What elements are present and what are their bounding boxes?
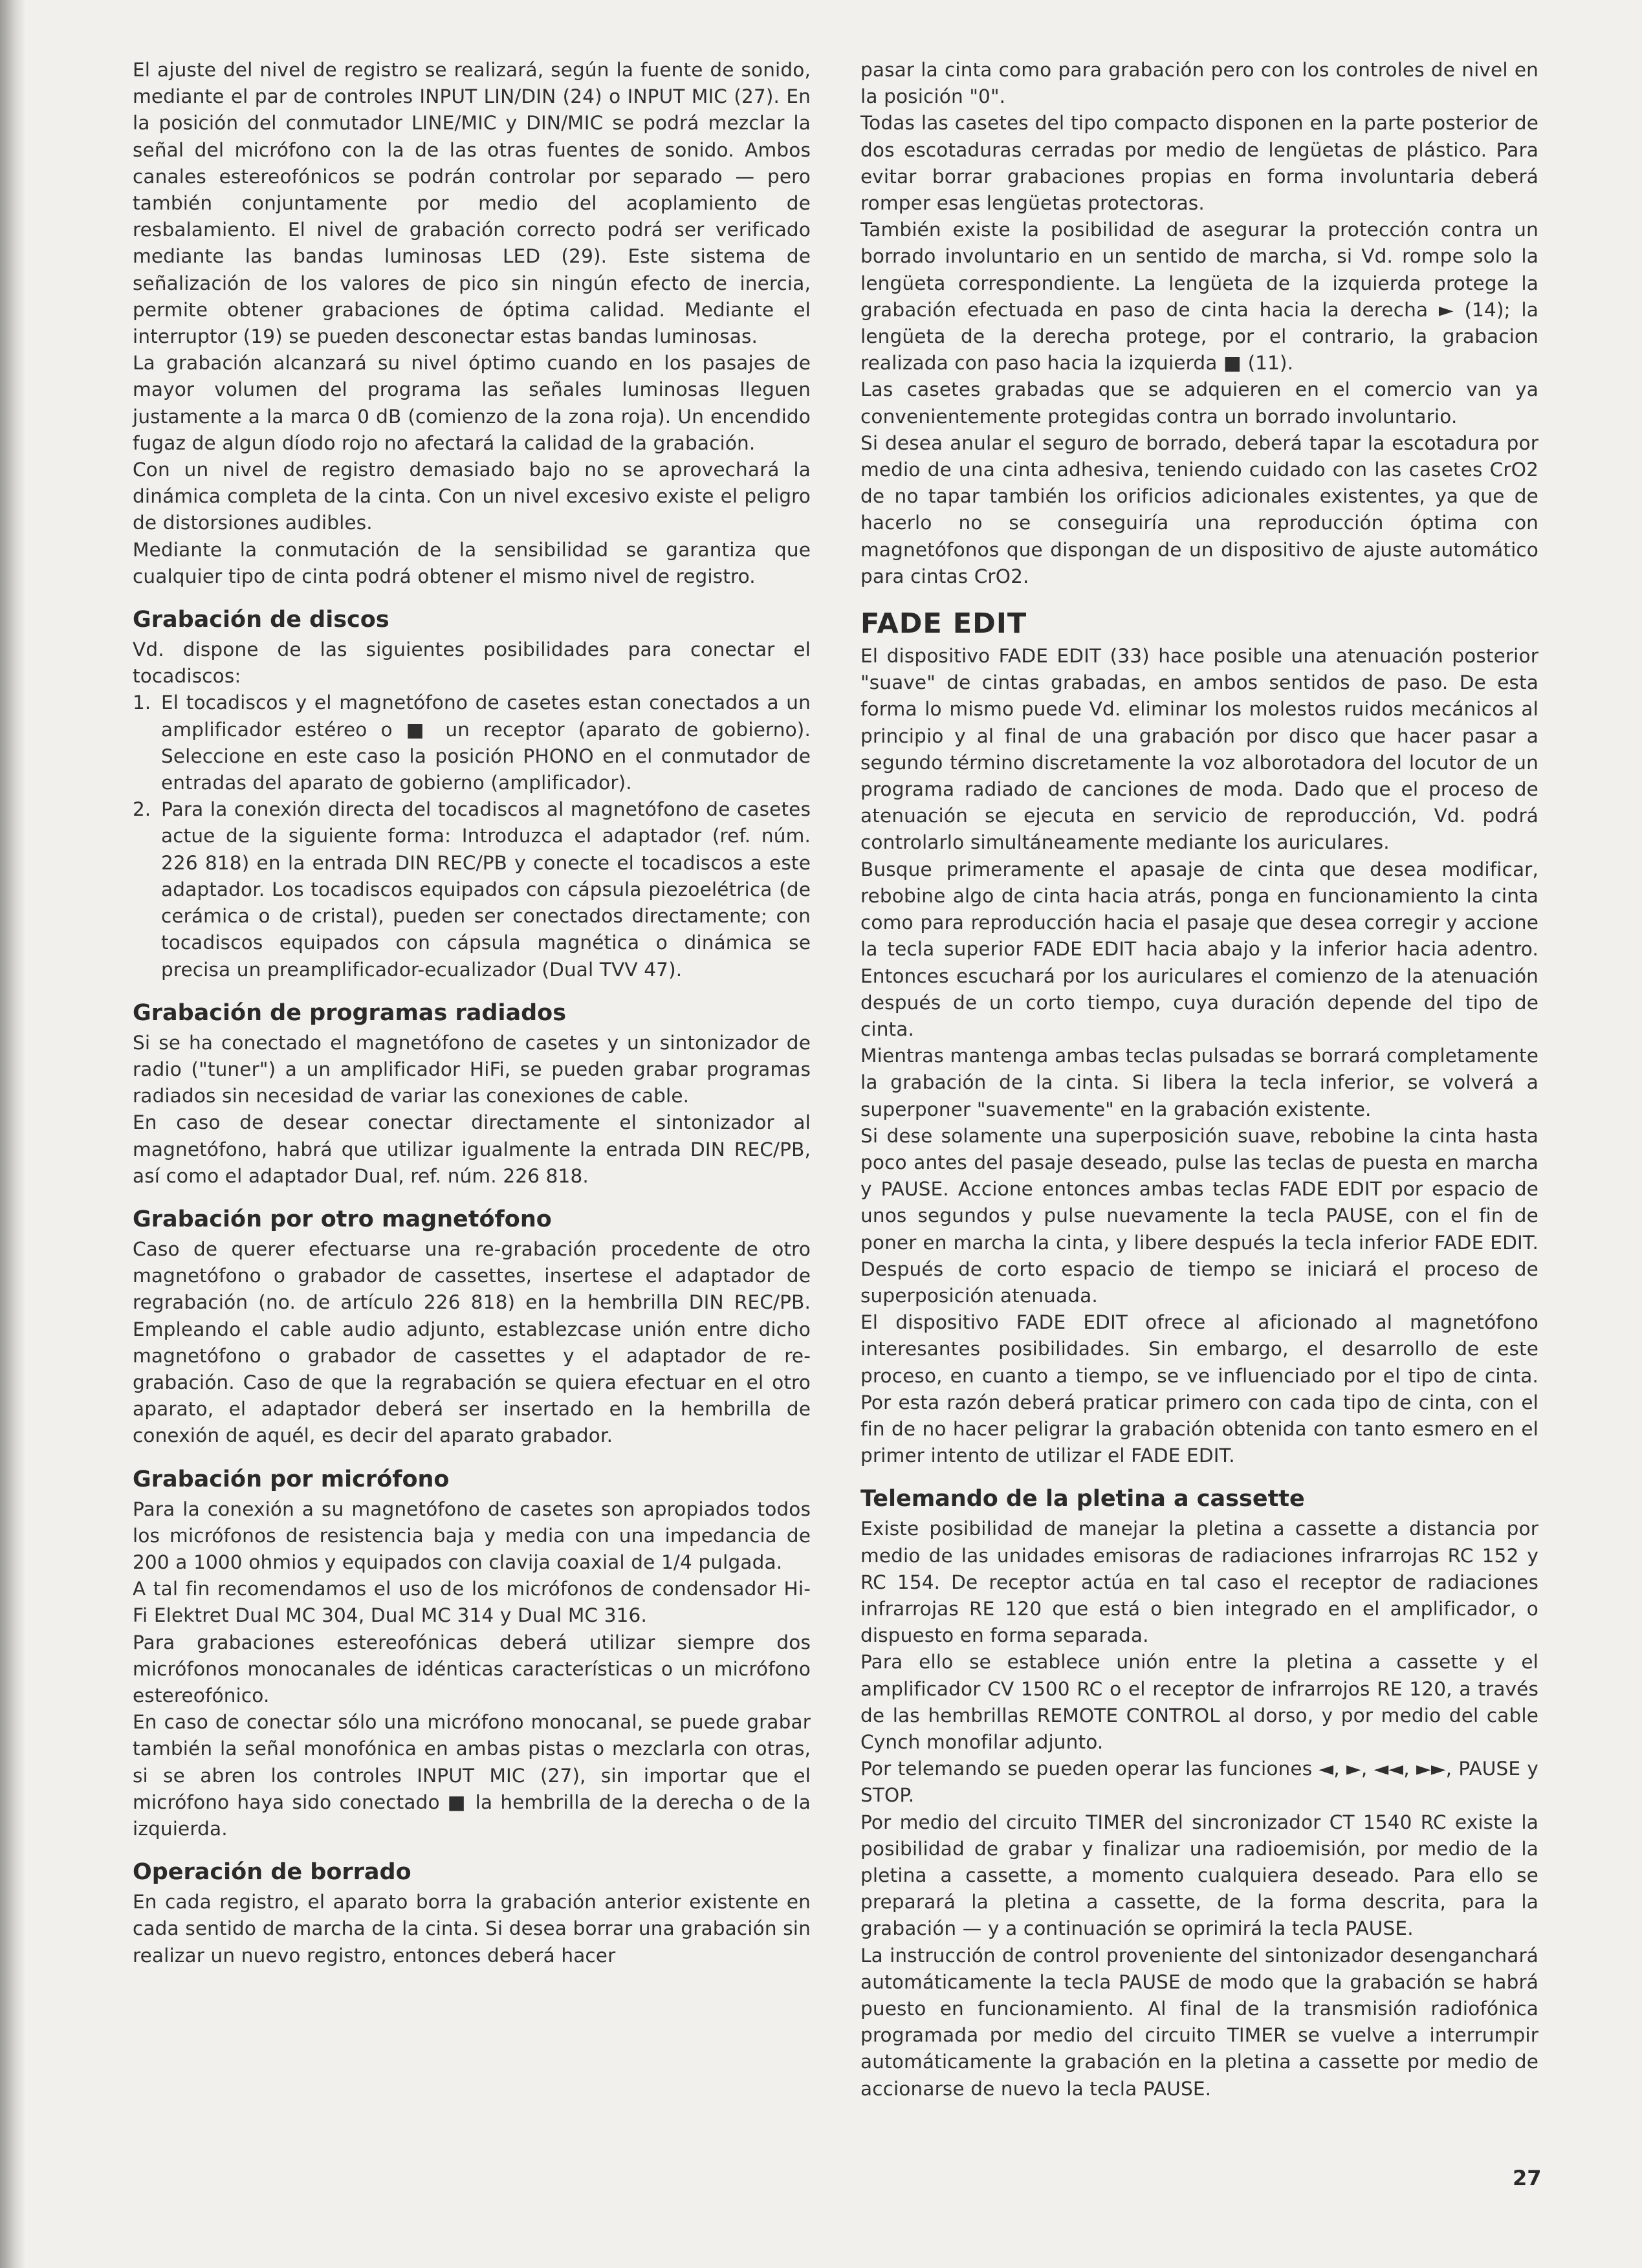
paragraph: Las casetes grabadas que se adquieren en el comercio van ya convenientemente protegidas contra un borrado involuntario. bbox=[860, 378, 1538, 428]
paragraph: pasar la cinta como para grabación pero con los controles de nivel en la posición "0". bbox=[860, 59, 1538, 108]
paragraph: Mientras mantenga ambas teclas pulsadas se borrará completamente la grabación de la cinta. Si libera la tecla inferior, se volverá a superponer "suavemente" en la grabación existente. bbox=[860, 1045, 1538, 1120]
right-column bbox=[860, 57, 1538, 2102]
left-column bbox=[133, 57, 811, 1969]
section-heading-operacion-borrado: Operación de borrado bbox=[133, 1859, 411, 1886]
section-heading-microfono: Grabación por micrófono bbox=[133, 1466, 450, 1492]
page-number: 27 bbox=[1513, 2166, 1542, 2190]
paragraph: Busque primeramente el apasaje de cinta que desea modificar, rebobine algo de cinta hacia atrás, ponga en funcionamiento la cinta como para reproducción hacia el pasaje que desea corregir y accione la tecla superior FADE EDIT hacia abajo y la inferior hacia adentro. Entonces escuchará por los auriculares el comienzo de la atenuación después de un corto tiempo, cuya duración depende del tipo de cinta. bbox=[860, 858, 1538, 1040]
paragraph: La grabación alcanzará su nivel óptimo cuando en los pasajes de mayor volumen del programa las señales luminosas lleguen justamente a la marca 0 dB (comienzo de la zona roja). Un encendido fugaz de algun díodo rojo no afectará la calidad de la grabación. bbox=[133, 352, 811, 454]
paragraph: En caso de desear conectar directamente el sintonizador al magnetófono, habrá que utilizar igualmente la entrada DIN REC/PB, así como el adaptador Dual, ref. núm. 226 818. bbox=[133, 1111, 811, 1187]
paragraph: El dispositivo FADE EDIT ofrece al aficionado al magnetófono interesantes posibilidades. Sin embargo, el desarrollo de este proceso, en cuanto a tiempo, se ve influenciado por el tipo de cinta. Por esta razón deberá praticar primero con cada tipo de cinta, con el fin de no hacer peligrar la grabación obtenida con tanto esmero en el primer intento de utilizar el FADE EDIT. bbox=[860, 1311, 1538, 1467]
list-item bbox=[133, 796, 811, 983]
list-item bbox=[133, 690, 811, 796]
paragraph: En caso de conectar sólo una micrófono monocanal, se puede grabar también la señal monofónica en ambas pistas o mezclarla con otras, si se abren los controles INPUT MIC (27), sin importar que el micrófono haya sido conectado ■ la hembrilla de la derecha o de la izquierda. bbox=[133, 1711, 811, 1840]
paragraph: En cada registro, el aparato borra la grabación anterior existente en cada sentido de marcha de la cinta. Si desea borrar una grabación sin realizar un nuevo registro, entonces deberá hacer bbox=[133, 1891, 811, 1967]
paragraph: El ajuste del nivel de registro se realizará, según la fuente de sonido, mediante el par de controles INPUT LIN/DIN (24) o INPUT MIC (27). En la posición del conmutador LINE/MIC y DIN/MIC se podrá mezclar la señal del micrófono con la de las otras fuentes de sonido. Ambos canales estereofónicos se podrán controlar por separado — pero también conjuntamente por medio del acoplamiento de resbalamiento. El nivel de grabación correcto podrá ser verificado mediante las bandas luminosas LED (29). Este sistema de señalización de los valores de pico sin ningún efecto de inercia, permite obtener grabaciones de óptima calidad. Mediante el interruptor (19) se pueden desconectar estas bandas luminosas. bbox=[133, 59, 811, 348]
paragraph: Vd. dispone de las siguientes posibilidades para conectar el tocadiscos: bbox=[133, 638, 811, 688]
list-number: 2. bbox=[133, 798, 151, 821]
paragraph: Caso de querer efectuarse una re-grabación procedente de otro magnetófono o grabador de cassettes, insertese el adaptador de regrabación (no. de artículo 226 818) en la hembrilla DIN REC/PB. Empleando el cable audio adjunto, establezcase unión entre dicho magnetófono o grabador de cassettes y el adaptador de re-grabación. Caso de que la regrabación se quiera efectuar en el otro aparato, el adaptador deberá ser insertado en la hembrilla de conexión de aquél, es decir del aparato grabador. bbox=[133, 1238, 811, 1447]
section-heading-fade-edit: FADE EDIT bbox=[860, 607, 1027, 640]
paragraph: Con un nivel de registro demasiado bajo no se aprovechará la dinámica completa de la cinta. Con un nivel excesivo existe el peligro de distorsiones audibles. bbox=[133, 459, 811, 534]
paragraph: La instrucción de control proveniente del sintonizador desenganchará automáticamente la tecla PAUSE de modo que la grabación se habrá puesto en funcionamiento. Al final de la transmisión radiofónica programada por medio del circuito TIMER se vuelve a interrumpir automáticamente la grabación en la pletina a cassette por medio de accionarse de nuevo la tecla PAUSE. bbox=[860, 1944, 1538, 2100]
paragraph: Por medio del circuito TIMER del sincronizador CT 1540 RC existe la posibilidad de grabar y finalizar una radioemisión, por medio de la pletina a cassette, a momento cualquiera deseado. Para ello se preparará la pletina a cassette, de la forma descrita, para la grabación — y a continuación se oprimirá la tecla PAUSE. bbox=[860, 1811, 1538, 1940]
paragraph: Existe posibilidad de manejar la pletina a cassette a distancia por medio de las unidades emisoras de radiaciones infrarrojas RC 152 y RC 154. De receptor actúa en tal caso el receptor de radiaciones infrarrojas RE 120 que está o bien integrado en el amplificador, o dispuesto en forma separada. bbox=[860, 1518, 1538, 1647]
section-heading-telemando: Telemando de la pletina a cassette bbox=[860, 1486, 1305, 1512]
paragraph: Todas las casetes del tipo compacto disponen en la parte posterior de dos escotaduras cerradas por medio de lengüetas de plástico. Para evitar borrar grabaciones propias en forma involuntaria deberá romper esas lengüetas protectoras. bbox=[860, 112, 1538, 215]
section-heading-otro-magnetofono: Grabación por otro magnetófono bbox=[133, 1206, 552, 1232]
list-number: 1. bbox=[133, 692, 151, 714]
paragraph: Si se ha conectado el magnetófono de casetes y un sintonizador de radio ("tuner") a un amplificador HiFi, se pueden grabar programas radiados sin necesidad de variar las conexiones de cable. bbox=[133, 1031, 811, 1107]
section-heading-grabacion-discos: Grabación de discos bbox=[133, 607, 389, 633]
list-item-text: El tocadiscos y el magnetófono de casetes estan conectados a un amplificador estéreo o ■ un receptor (aparato de gobierno). Seleccione en este caso la posición PHONO en el conmutador de entradas del aparato de gobierno (amplificador). bbox=[161, 692, 811, 794]
paragraph: Para la conexión a su magnetófono de casetes son apropiados todos los micrófonos de resistencia baja y media con una impedancia de 200 a 1000 ohmios y equipados con clavija coaxial de 1/4 pulgada. bbox=[133, 1498, 811, 1573]
paragraph: Para grabaciones estereofónicas deberá utilizar siempre dos micrófonos monocanales de idénticas características o un micrófono estereofónico. bbox=[133, 1631, 811, 1706]
page-binding-shadow bbox=[0, 0, 26, 2268]
paragraph: El dispositivo FADE EDIT (33) hace posible una atenuación posterior "suave" de cintas grabadas, en ambos sentidos de paso. De esta forma lo mismo puede Vd. eliminar los molestos ruidos mecánicos al principio y al final de una grabación por disco que hacer pasar a segundo término discretamente la voz alborotadora del locutor de un programa radiado de canciones de moda. Dado que el proceso de atenuación se ejecuta en servicio de reproducción, Vd. podrá controlarlo simultáneamente mediante los auriculares. bbox=[860, 645, 1538, 854]
paragraph: Para ello se establece unión entre la pletina a cassette y el amplificador CV 1500 RC o el receptor de infrarrojos RE 120, a través de las hembrillas REMOTE CONTROL al dorso, y por medio del cable Cynch monofilar adjunto. bbox=[860, 1651, 1538, 1753]
paragraph: Si desea anular el seguro de borrado, deberá tapar la escotadura por medio de una cinta adhesiva, teniendo cuidado con las casetes CrO2 de no tapar también los orificios adicionales existentes, ya que de hacerlo no se conseguiría una reproducción óptima con magnetófonos que dispongan de un dispositivo de ajuste automático para cintas CrO2. bbox=[860, 431, 1538, 587]
paragraph: A tal fin recomendamos el uso de los micrófonos de condensador Hi-Fi Elektret Dual MC 304, Dual MC 314 y Dual MC 316. bbox=[133, 1578, 811, 1627]
list-item-text: Para la conexión directa del tocadiscos al magnetófono de casetes actue de la siguiente forma: Introduzca el adaptador (ref. núm. 226 818) en la entrada DIN REC/PB y conecte el tocadiscos a este adaptador. Los tocadiscos equipados con cápsula piezoelétrica (de cerámica o de cristal), pueden ser conectados directamente; con tocadiscos equipados con cápsula magnética o dinámica se precisa un preamplificador-ecualizador (Dual TVV 47). bbox=[161, 798, 811, 981]
numbered-list bbox=[133, 690, 811, 983]
paragraph: Mediante la conmutación de la sensibilidad se garantiza que cualquier tipo de cinta podrá obtener el mismo nivel de registro. bbox=[133, 538, 811, 587]
section-heading-programas-radiados: Grabación de programas radiados bbox=[133, 999, 567, 1026]
paragraph: También existe la posibilidad de asegurar la protección contra un borrado involuntario en un sentido de marcha, si Vd. rompe solo la lengüeta correspondiente. La lengüeta de la izquierda protege la grabación efectuada en paso de cinta hacia la derecha ► (14); la lengüeta de la derecha protege, por el contrario, la grabacion realizada con paso hacia la izquierda ■ (11). bbox=[860, 219, 1538, 375]
paragraph: Si dese solamente una superposición suave, rebobine la cinta hasta poco antes del pasaje deseado, pulse las teclas de puesta en marcha y PAUSE. Accione entonces ambas teclas FADE EDIT por espacio de unos segundos y pulse nuevamente la tecla PAUSE, con el fin de poner en marcha la cinta, y libere después la tecla inferior FADE EDIT. Después de corto espacio de tiempo se iniciará el proceso de superposición atenuada. bbox=[860, 1124, 1538, 1307]
paragraph: Por telemando se pueden operar las funciones ◄, ►, ◄◄, ►►, PAUSE y STOP. bbox=[860, 1758, 1538, 1807]
